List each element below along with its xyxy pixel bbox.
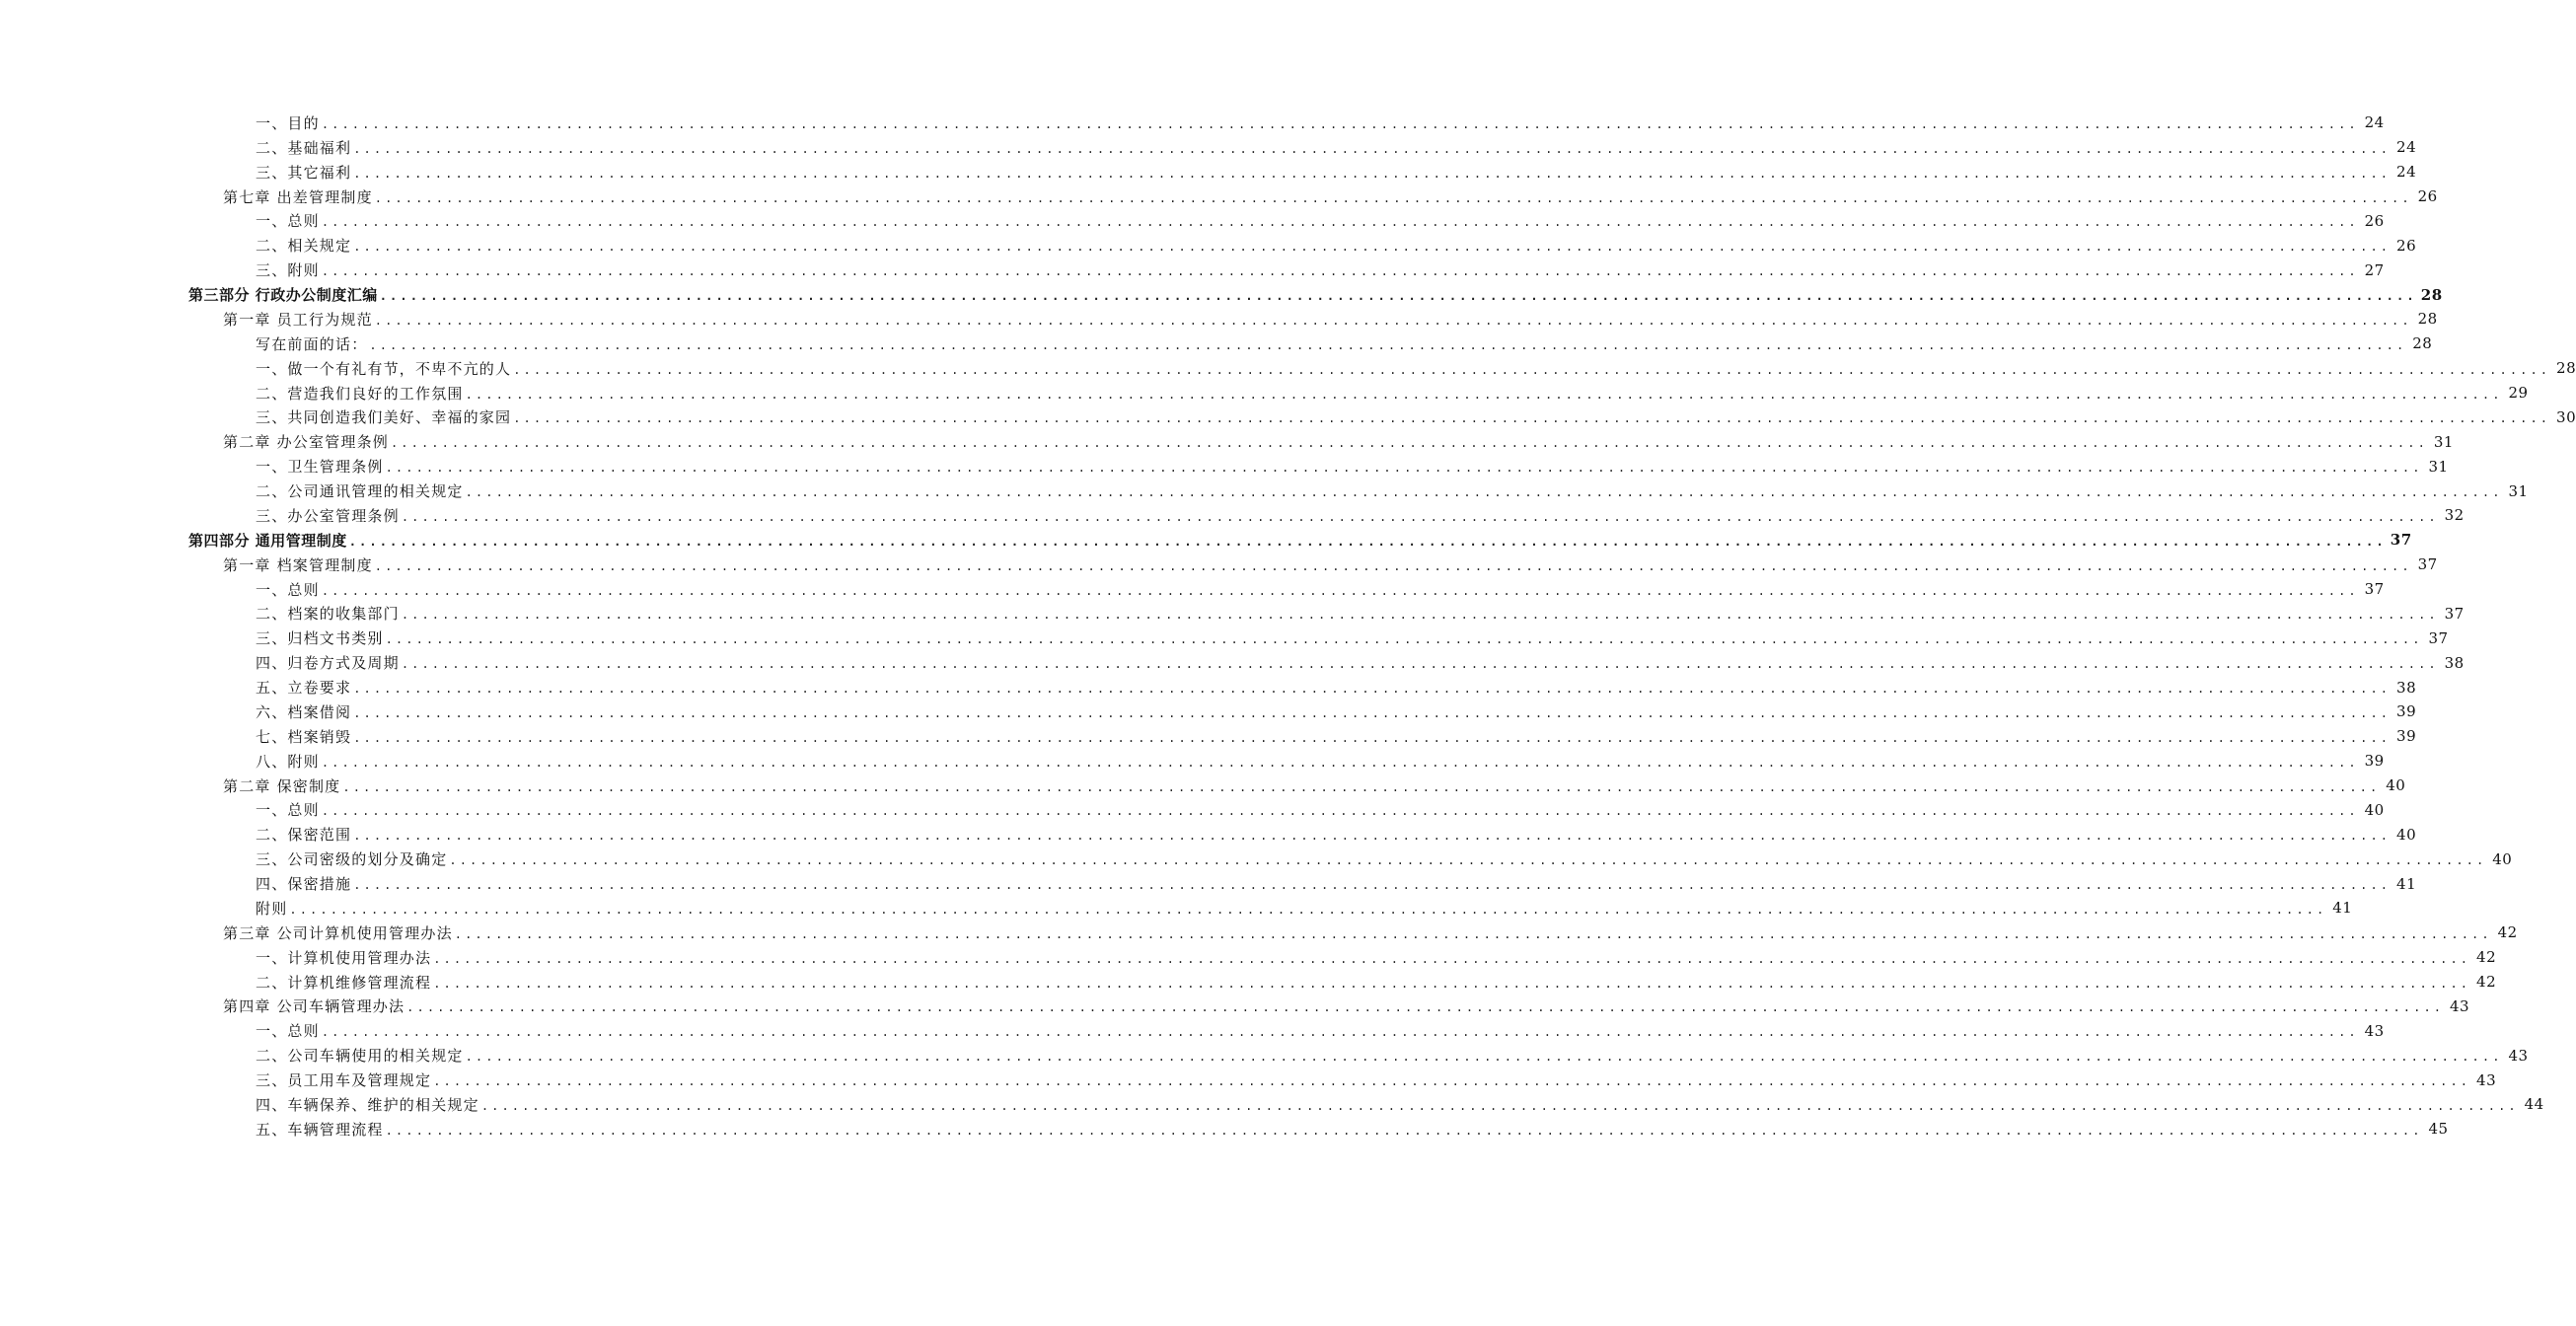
toc-dot-leader: ........................................................................................................................................................................................................ [321, 804, 2359, 819]
toc-dot-leader: ........................................................................................................................................................................................................ [406, 1000, 2445, 1015]
toc-dot-leader: ........................................................................................................................................................................................................ [480, 1098, 2519, 1113]
toc-entry-page-number: 40 [2492, 849, 2513, 868]
toc-dot-leader: ........................................................................................................................................................................................................ [454, 926, 2492, 941]
toc-entry-page-number: 43 [2364, 1021, 2385, 1040]
toc-entry-label: 一、计算机使用管理办法 [256, 948, 432, 967]
toc-entry[interactable] [0, 528, 2412, 552]
toc-entry-page-number: 37 [2417, 555, 2438, 574]
toc-entry-page-number: 38 [2444, 653, 2465, 672]
toc-entry-label: 五、立卷要求 [256, 679, 352, 698]
toc-entry[interactable] [0, 307, 2438, 332]
toc-dot-leader: ........................................................................................................................................................................................................ [342, 779, 2381, 794]
toc-dot-leader: ........................................................................................................................................................................................................ [353, 829, 2392, 844]
toc-entry[interactable] [0, 405, 2576, 430]
toc-entry-label: 第二章 保密制度 [223, 776, 341, 795]
toc-entry[interactable] [0, 945, 2497, 970]
toc-entry-page-number: 44 [2524, 1095, 2544, 1114]
toc-entry-page-number: 42 [2476, 973, 2497, 992]
toc-entry[interactable] [0, 1092, 2544, 1117]
toc-entry-page-number: 37 [2444, 604, 2465, 623]
toc-entry[interactable] [0, 675, 2417, 700]
toc-dot-leader: ........................................................................................................................................................................................................ [321, 1025, 2359, 1040]
toc-entry[interactable] [0, 184, 2438, 209]
toc-dot-leader: ........................................................................................................................................................................................................ [321, 583, 2359, 598]
toc-dot-leader: ........................................................................................................................................................................................................ [321, 755, 2359, 770]
toc-entry-page-number: 42 [2497, 923, 2518, 942]
toc-entry-label: 第一章 档案管理制度 [223, 555, 373, 574]
toc-dot-leader: ........................................................................................................................................................................................................ [390, 436, 2428, 451]
toc-entry-page-number: 38 [2396, 678, 2417, 697]
table-of-contents [0, 110, 2576, 1142]
toc-dot-leader: ........................................................................................................................................................................................................ [379, 289, 2417, 303]
toc-entry-page-number: 40 [2396, 825, 2417, 844]
toc-entry-label: 八、附则 [256, 752, 320, 771]
toc-dot-leader: ........................................................................................................................................................................................................ [465, 1050, 2503, 1065]
toc-entry[interactable] [0, 774, 2406, 798]
toc-entry[interactable] [0, 700, 2417, 724]
toc-entry-page-number: 31 [2428, 457, 2449, 476]
toc-dot-leader: ........................................................................................................................................................................................................ [401, 657, 2439, 672]
toc-entry-label: 第二章 办公室管理条例 [223, 433, 389, 452]
toc-dot-leader: ........................................................................................................................................................................................................ [374, 313, 2412, 328]
toc-entry-page-number: 28 [2412, 334, 2433, 353]
toc-entry-page-number: 39 [2396, 702, 2417, 721]
toc-dot-leader: ........................................................................................................................................................................................................ [385, 1123, 2423, 1138]
toc-entry-page-number: 29 [2508, 384, 2529, 403]
toc-entry-page-number: 28 [2417, 310, 2438, 329]
toc-entry[interactable] [0, 798, 2385, 823]
toc-entry-page-number: 39 [2364, 752, 2385, 771]
toc-entry[interactable] [0, 1117, 2449, 1142]
toc-entry[interactable] [0, 233, 2417, 258]
toc-entry[interactable] [0, 822, 2417, 847]
toc-dot-leader: ........................................................................................................................................................................................................ [353, 240, 2392, 255]
toc-entry-label: 三、办公室管理条例 [256, 506, 400, 525]
toc-entry[interactable] [0, 503, 2465, 528]
toc-entry-label: 三、归档文书类别 [256, 629, 384, 648]
toc-entry-label: 写在前面的话： [256, 334, 368, 353]
toc-entry-label: 二、基础福利 [256, 138, 352, 157]
toc-entry-label: 第四部分 通用管理制度 [188, 531, 347, 550]
toc-entry-page-number: 41 [2396, 874, 2417, 893]
toc-entry-page-number: 31 [2508, 481, 2529, 500]
toc-dot-leader: ........................................................................................................................................................................................................ [433, 976, 2471, 991]
toc-entry-label: 一、总则 [256, 212, 320, 231]
toc-entry-page-number: 37 [2390, 531, 2412, 550]
toc-entry-label: 附则 [256, 899, 288, 918]
toc-dot-leader: ........................................................................................................................................................................................................ [513, 411, 2551, 426]
toc-entry-label: 五、车辆管理流程 [256, 1120, 384, 1139]
toc-entry[interactable] [0, 896, 2353, 921]
toc-entry-label: 第四章 公司车辆管理办法 [223, 997, 405, 1016]
toc-entry[interactable] [0, 381, 2529, 405]
toc-entry-label: 二、相关规定 [256, 237, 352, 256]
toc-dot-leader: ........................................................................................................................................................................................................ [401, 509, 2439, 524]
toc-entry[interactable] [0, 921, 2518, 945]
toc-dot-leader: ........................................................................................................................................................................................................ [353, 141, 2392, 156]
toc-entry[interactable] [0, 110, 2385, 135]
toc-entry[interactable] [0, 1043, 2529, 1068]
toc-entry-label: 四、车辆保养、维护的相关规定 [256, 1095, 479, 1114]
toc-entry[interactable] [0, 749, 2385, 774]
toc-entry-page-number: 26 [2417, 187, 2438, 206]
toc-dot-leader: ........................................................................................................................................................................................................ [321, 116, 2359, 131]
toc-dot-leader: ........................................................................................................................................................................................................ [433, 951, 2471, 966]
toc-entry-label: 二、保密范围 [256, 826, 352, 845]
toc-entry-page-number: 40 [2364, 800, 2385, 819]
toc-dot-leader: ........................................................................................................................................................................................................ [353, 705, 2392, 720]
toc-entry[interactable] [0, 282, 2443, 307]
toc-entry-label: 四、归卷方式及周期 [256, 654, 400, 673]
toc-entry-label: 三、共同创造我们美好、幸福的家园 [256, 408, 512, 427]
toc-dot-leader: ........................................................................................................................................................................................................ [385, 632, 2423, 647]
toc-entry-page-number: 32 [2444, 506, 2465, 525]
toc-dot-leader: ........................................................................................................................................................................................................ [353, 682, 2392, 696]
toc-entry[interactable] [0, 160, 2417, 184]
toc-dot-leader: ........................................................................................................................................................................................................ [385, 461, 2423, 476]
toc-entry-label: 三、附则 [256, 261, 320, 280]
toc-entry-label: 二、营造我们良好的工作氛围 [256, 384, 464, 403]
toc-entry-page-number: 24 [2364, 113, 2385, 132]
toc-entry-page-number: 27 [2364, 260, 2385, 279]
toc-entry-label: 二、档案的收集部门 [256, 605, 400, 624]
toc-entry[interactable] [0, 135, 2417, 160]
toc-entry-label: 一、总则 [256, 801, 320, 820]
toc-dot-leader: ........................................................................................................................................................................................................ [353, 166, 2392, 181]
toc-entry[interactable] [0, 650, 2465, 675]
toc-entry-page-number: 43 [2508, 1046, 2529, 1065]
toc-entry[interactable] [0, 332, 2433, 356]
toc-dot-leader: ........................................................................................................................................................................................................ [513, 362, 2551, 377]
toc-entry[interactable] [0, 552, 2438, 577]
toc-entry-page-number: 26 [2396, 236, 2417, 255]
toc-entry[interactable] [0, 724, 2417, 749]
toc-entry-label: 三、员工用车及管理规定 [256, 1071, 432, 1090]
toc-entry-page-number: 45 [2428, 1120, 2449, 1139]
toc-entry[interactable] [0, 258, 2385, 282]
toc-entry[interactable] [0, 1068, 2497, 1092]
toc-entry-label: 三、公司密级的划分及确定 [256, 850, 448, 869]
toc-entry-label: 六、档案借阅 [256, 702, 352, 721]
toc-dot-leader: ........................................................................................................................................................................................................ [449, 853, 2487, 868]
toc-entry[interactable] [0, 970, 2497, 994]
toc-entry-page-number: 37 [2364, 580, 2385, 599]
toc-entry[interactable] [0, 577, 2385, 602]
toc-entry[interactable] [0, 356, 2576, 381]
toc-entry[interactable] [0, 602, 2465, 626]
toc-entry-label: 第三部分 行政办公制度汇编 [188, 286, 378, 305]
toc-entry-label: 四、保密措施 [256, 875, 352, 894]
toc-entry-page-number: 26 [2364, 211, 2385, 230]
toc-dot-leader: ........................................................................................................................................................................................................ [465, 387, 2503, 402]
toc-entry-page-number: 28 [2420, 285, 2443, 304]
toc-dot-leader: ........................................................................................................................................................................................................ [289, 902, 2327, 917]
toc-entry-page-number: 43 [2450, 996, 2470, 1015]
toc-entry-label: 一、做一个有礼有节，不卑不亢的人 [256, 359, 512, 378]
toc-dot-leader: ........................................................................................................................................................................................................ [321, 264, 2359, 279]
toc-entry-label: 二、公司通讯管理的相关规定 [256, 482, 464, 501]
toc-entry-label: 三、其它福利 [256, 163, 352, 182]
toc-entry[interactable] [0, 626, 2449, 650]
toc-entry-label: 一、目的 [256, 113, 320, 132]
toc-entry[interactable] [0, 1018, 2385, 1043]
toc-dot-leader: ........................................................................................................................................................................................................ [369, 337, 2407, 352]
toc-entry-page-number: 24 [2396, 138, 2417, 157]
toc-entry-page-number: 31 [2433, 432, 2454, 451]
toc-entry-label: 七、档案销毁 [256, 727, 352, 746]
toc-entry-page-number: 40 [2386, 776, 2406, 795]
toc-entry-label: 第一章 员工行为规范 [223, 310, 373, 329]
toc-dot-leader: ........................................................................................................................................................................................................ [433, 1074, 2471, 1088]
toc-entry[interactable] [0, 209, 2385, 234]
toc-entry-page-number: 41 [2332, 899, 2353, 918]
toc-dot-leader: ........................................................................................................................................................................................................ [348, 534, 2387, 549]
toc-entry[interactable] [0, 994, 2470, 1019]
toc-entry-label: 二、公司车辆使用的相关规定 [256, 1047, 464, 1066]
toc-entry[interactable] [0, 479, 2529, 503]
toc-entry-label: 第三章 公司计算机使用管理办法 [223, 923, 453, 942]
toc-entry-page-number: 28 [2556, 359, 2576, 378]
toc-dot-leader: ........................................................................................................................................................................................................ [321, 215, 2359, 230]
toc-entry[interactable] [0, 429, 2454, 454]
toc-dot-leader: ........................................................................................................................................................................................................ [465, 485, 2503, 499]
toc-entry-page-number: 42 [2476, 948, 2497, 967]
toc-entry[interactable] [0, 847, 2513, 871]
toc-entry-label: 一、总则 [256, 580, 320, 599]
toc-entry-page-number: 43 [2476, 1070, 2497, 1089]
toc-entry[interactable] [0, 454, 2449, 479]
toc-entry[interactable] [0, 871, 2417, 896]
toc-entry-page-number: 24 [2396, 163, 2417, 182]
toc-entry-page-number: 39 [2396, 727, 2417, 746]
toc-dot-leader: ........................................................................................................................................................................................................ [353, 730, 2392, 745]
toc-dot-leader: ........................................................................................................................................................................................................ [353, 878, 2392, 892]
toc-dot-leader: ........................................................................................................................................................................................................ [374, 190, 2412, 205]
toc-entry-page-number: 37 [2428, 628, 2449, 647]
toc-entry-label: 二、计算机维修管理流程 [256, 973, 432, 992]
toc-entry-label: 第七章 出差管理制度 [223, 187, 373, 206]
toc-entry-page-number: 30 [2556, 407, 2576, 426]
toc-dot-leader: ........................................................................................................................................................................................................ [401, 608, 2439, 623]
toc-entry-label: 一、卫生管理条例 [256, 458, 384, 477]
toc-entry-label: 一、总则 [256, 1022, 320, 1041]
toc-dot-leader: ........................................................................................................................................................................................................ [374, 558, 2412, 573]
